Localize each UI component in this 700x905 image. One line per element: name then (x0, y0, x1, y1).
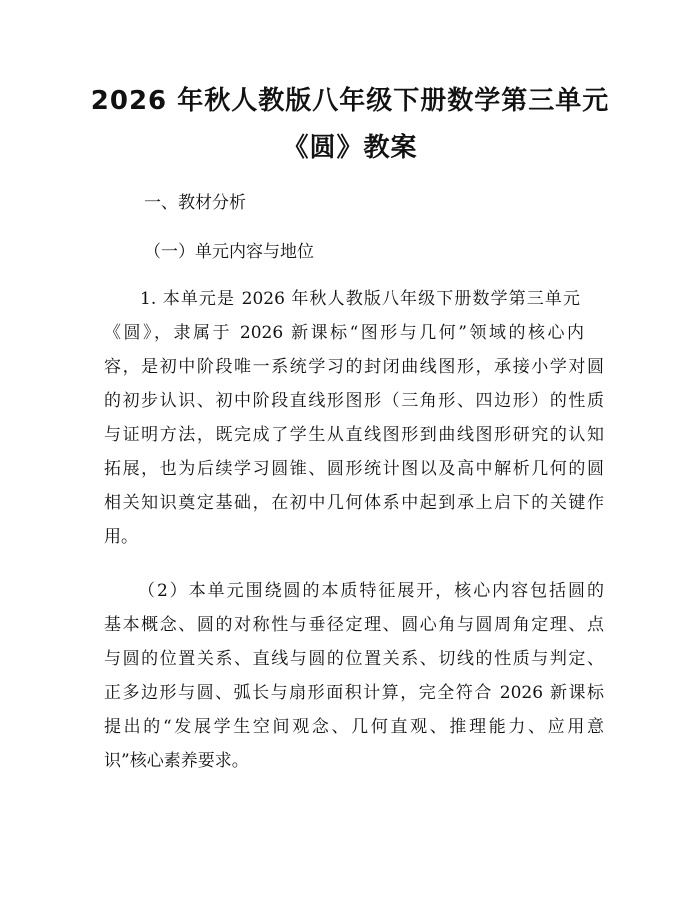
paragraph-1-line: 的初步认识、初中阶段直线形图形（三角形、四边形）的性质 (104, 391, 604, 411)
paragraph-2-line: 基本概念、圆的对称性与垂径定理、圆心角与圆周角定理、点 (104, 615, 604, 635)
paragraph-2-line: （2）本单元围绕圆的本质特征展开，核心内容包括圆的 (138, 581, 604, 601)
paragraph-2-line: 提出的“发展学生空间观念、几何直观、推理能力、应用意 (104, 717, 604, 737)
paragraph-1-line: 《圆》，隶属于 2026 新课标“图形与几何”领域的核心内 (104, 323, 584, 343)
paragraph-1-line: 相关知识奠定基础，在初中几何体系中起到承上启下的关键作 (104, 493, 604, 513)
paragraph-1-line: 与证明方法，既完成了学生从直线图形到曲线图形研究的认知 (104, 425, 604, 445)
paragraph-1-line: 容，是初中阶段唯一系统学习的封闭曲线图形，承接小学对圆 (104, 357, 604, 377)
document-title-line-2: 《圆》教案 (282, 133, 418, 163)
paragraph-1-line: 拓展，也为后续学习圆锥、圆形统计图以及高中解析几何的圆 (104, 459, 604, 479)
paragraph-1-line: 用。 (104, 527, 138, 547)
paragraph-2-line: 正多边形与圆、弧长与扇形面积计算，完全符合 2026 新课标 (104, 683, 604, 703)
paragraph-2-line: 与圆的位置关系、直线与圆的位置关系、切线的性质与判定、 (104, 649, 604, 669)
paragraph-2-line: 识”核心素养要求。 (104, 751, 249, 771)
document-title-line-1: 2026 年秋人教版八年级下册数学第三单元 (90, 86, 610, 116)
section-heading: 一、教材分析 (144, 193, 246, 213)
paragraph-1-line: 1. 本单元是 2026 年秋人教版八年级下册数学第三单元 (140, 289, 580, 309)
subsection-heading: （一）单元内容与地位 (144, 242, 314, 262)
